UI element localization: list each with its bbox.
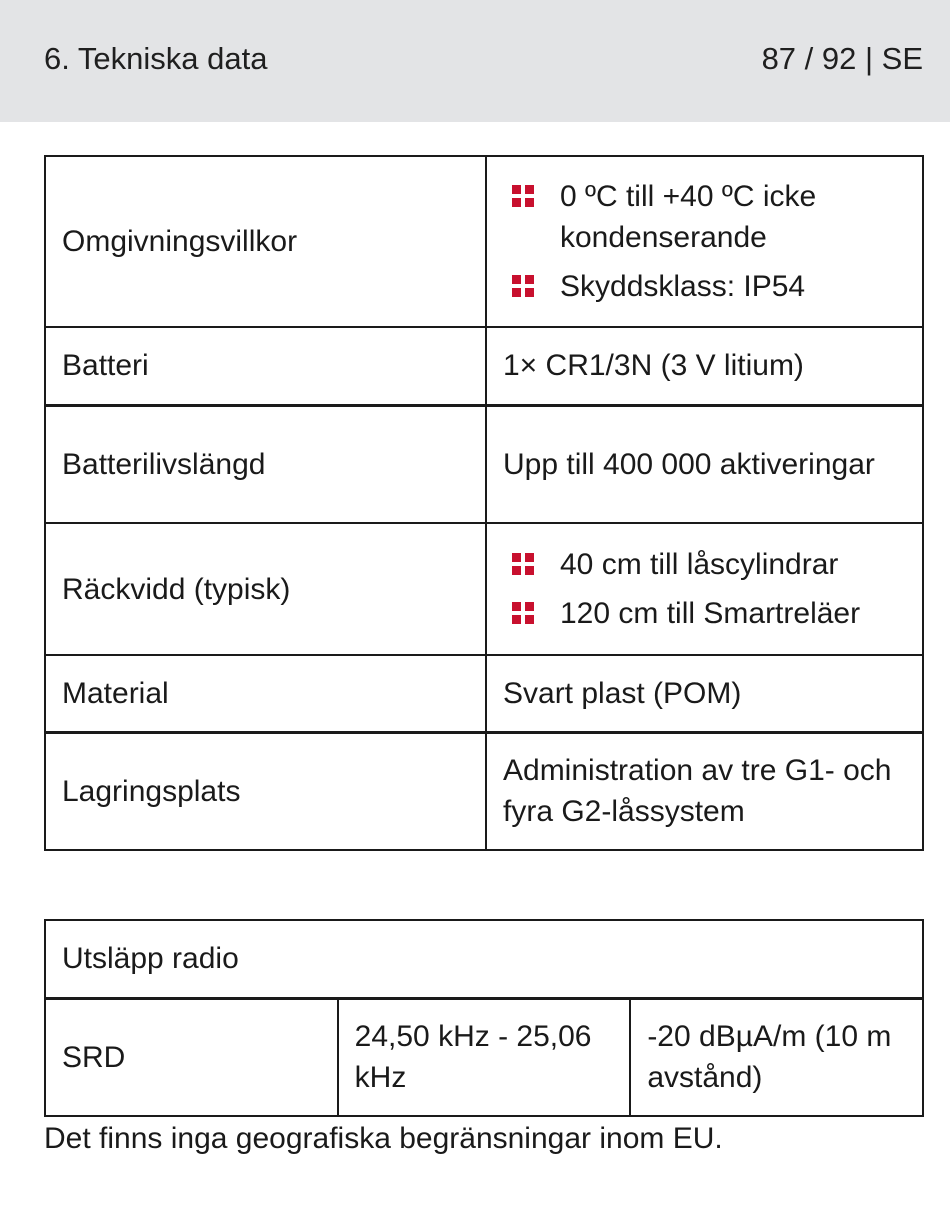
list-item: [503, 593, 906, 634]
page-number: 87 / 92 | SE: [761, 41, 923, 76]
table-row: [45, 327, 923, 405]
row-value: Upp till 400 000 aktiveringar: [486, 405, 923, 523]
row-value: [486, 523, 923, 655]
row-label: Omgivningsvillkor: [45, 156, 486, 327]
red-square-bullet-icon: [512, 602, 534, 624]
bullet-list: [503, 544, 906, 634]
emission-type: SRD: [45, 998, 338, 1116]
list-item-text: 120 cm till Smartreläer: [560, 597, 861, 630]
emission-strength: -20 dBµA/m (10 m avstånd): [630, 998, 923, 1116]
row-value: Svart plast (POM): [486, 655, 923, 732]
row-label: Räckvidd (typisk): [45, 523, 486, 655]
table-row: [45, 655, 923, 732]
list-item-text: 40 cm till låscylindrar: [560, 548, 839, 581]
list-item-text: Skyddsklass: IP54: [560, 270, 806, 303]
row-label: Lagringsplats: [45, 732, 486, 850]
emission-title: Utsläpp radio: [45, 920, 923, 998]
table-row: [45, 156, 923, 327]
row-value: [486, 156, 923, 327]
emission-frequency: 24,50 kHz - 25,06 kHz: [338, 998, 631, 1116]
list-item: [503, 544, 906, 585]
list-item: [503, 176, 906, 258]
specs-table: [44, 155, 924, 851]
table-row: [45, 998, 923, 1116]
list-item: [503, 266, 906, 307]
footnote: Det finns inga geografiska begränsningar inom EU.: [44, 1122, 723, 1155]
red-square-bullet-icon: [512, 553, 534, 575]
list-item-text: 0 ºC till +40 ºC icke kondenserande: [560, 180, 817, 254]
row-label: Batterilivslängd: [45, 405, 486, 523]
bullet-list: [503, 176, 906, 307]
row-value: 1× CR1/3N (3 V litium): [486, 327, 923, 405]
red-square-bullet-icon: [512, 275, 534, 297]
table-row: [45, 920, 923, 998]
red-square-bullet-icon: [512, 185, 534, 207]
row-value: Administration av tre G1- och fyra G2-låssystem: [486, 732, 923, 850]
table-row: [45, 523, 923, 655]
row-label: Batteri: [45, 327, 486, 405]
table-row: [45, 732, 923, 850]
table-row: [45, 405, 923, 523]
section-title: 6. Tekniska data: [44, 41, 268, 76]
row-label: Material: [45, 655, 486, 732]
emission-table: [44, 919, 924, 1117]
page-header: [0, 0, 950, 122]
